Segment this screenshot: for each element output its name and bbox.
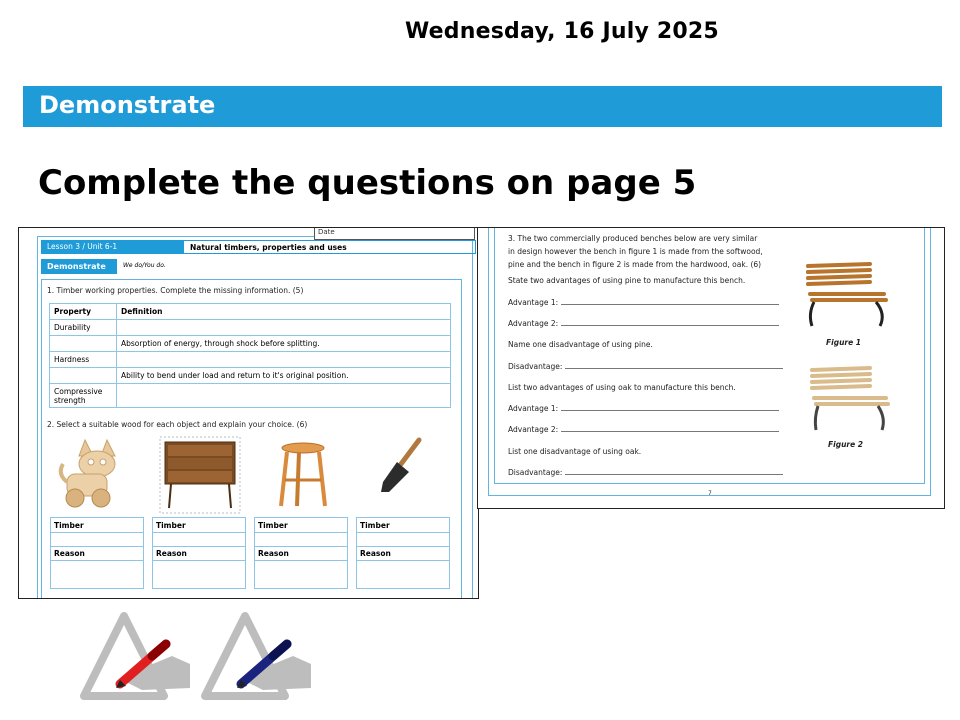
pine-disadvantage-prompt: Name one disadvantage of using pine. [508, 340, 653, 349]
question-3-line: pine and the bench in figure 2 is made from the hardwood, oak. (6) [508, 260, 762, 269]
answer-line[interactable] [565, 474, 783, 475]
lesson-title: Natural timbers, properties and uses [183, 240, 476, 254]
answer-line[interactable] [561, 325, 779, 326]
pine-advantage-1[interactable] [508, 298, 779, 307]
question-3-line: 3. The two commercially produced benches below are very similar [508, 234, 758, 243]
red-pen-icon [80, 612, 192, 704]
demonstrate-tag: Demonstrate [41, 259, 117, 274]
answer-line[interactable] [561, 431, 779, 432]
table-header: Definition [117, 304, 451, 320]
answer-box[interactable] [254, 517, 348, 589]
oak-disadvantage-prompt: List one disadvantage of using oak. [508, 447, 642, 456]
page-number: 7 [708, 490, 712, 497]
property-cell: Hardness [50, 352, 117, 368]
table-row [50, 336, 451, 352]
pine-disadvantage[interactable] [508, 362, 783, 371]
definition-cell[interactable] [117, 352, 451, 368]
timber-label: Timber [258, 521, 288, 530]
wooden-cabinet-icon [159, 436, 241, 514]
table-row [50, 368, 451, 384]
section-banner [23, 86, 942, 127]
table-header-row [50, 304, 451, 320]
oak-bench-icon [804, 364, 894, 434]
date-box: Date [314, 227, 475, 240]
reason-label: Reason [258, 549, 289, 558]
answer-box[interactable] [152, 517, 246, 589]
oak-disadvantage[interactable] [508, 468, 783, 477]
table-row [50, 352, 451, 368]
property-cell: Compressive strength [50, 384, 117, 408]
answer-label: Disadvantage: [508, 362, 563, 371]
definition-cell: Absorption of energy, through shock before splitting. [117, 336, 451, 352]
answer-label: Advantage 2: [508, 425, 559, 434]
answer-line[interactable] [561, 304, 779, 305]
reason-label: Reason [156, 549, 187, 558]
answer-label: Advantage 1: [508, 298, 559, 307]
question-3-line: in design however the bench in figure 1 is made from the softwood, [508, 247, 763, 256]
oak-prompt: List two advantages of using oak to manufacture this bench. [508, 383, 736, 392]
timber-label: Timber [54, 521, 84, 530]
pine-prompt: State two advantages of using pine to manufacture this bench. [508, 276, 746, 285]
reason-label: Reason [360, 549, 391, 558]
property-cell: Durability [50, 320, 117, 336]
timber-label: Timber [360, 521, 390, 530]
figure-1-caption: Figure 1 [826, 338, 862, 347]
toy-cat-icon [55, 434, 133, 510]
properties-table [49, 303, 451, 408]
reason-label: Reason [54, 549, 85, 558]
banner-title: Demonstrate [39, 91, 216, 119]
page-heading: Complete the questions on page 5 [38, 163, 697, 203]
oak-advantage-1[interactable] [508, 404, 779, 413]
lesson-header [41, 240, 476, 254]
property-cell[interactable] [50, 368, 117, 384]
lesson-tag: Lesson 3 / Unit 6-1 [41, 240, 183, 254]
table-row [50, 320, 451, 336]
table-header: Property [50, 304, 117, 320]
definition-cell[interactable] [117, 384, 451, 408]
answer-line[interactable] [565, 368, 783, 369]
oak-advantage-2[interactable] [508, 425, 779, 434]
stool-icon [277, 440, 329, 510]
definition-cell: Ability to bend under load and return to it's original position. [117, 368, 451, 384]
pine-bench-icon [800, 258, 892, 330]
pine-advantage-2[interactable] [508, 319, 779, 328]
question-1: 1. Timber working properties. Complete the missing information. (5) [47, 286, 304, 295]
answer-box[interactable] [50, 517, 144, 589]
answer-box[interactable] [356, 517, 450, 589]
slide-date: Wednesday, 16 July 2025 [405, 19, 719, 44]
question-2: 2. Select a suitable wood for each object and explain your choice. (6) [47, 420, 308, 429]
worksheet-page-right [477, 227, 945, 509]
answer-line[interactable] [561, 410, 779, 411]
demonstrate-note: We do/You do. [123, 262, 166, 269]
answer-label: Advantage 2: [508, 319, 559, 328]
blue-pen-icon [201, 612, 313, 704]
property-cell[interactable] [50, 336, 117, 352]
answer-label: Disadvantage: [508, 468, 563, 477]
figure-2-caption: Figure 2 [828, 440, 864, 449]
definition-cell[interactable] [117, 320, 451, 336]
worksheet-page-left [18, 227, 479, 599]
trowel-icon [375, 436, 425, 498]
table-row [50, 384, 451, 408]
timber-label: Timber [156, 521, 186, 530]
answer-label: Advantage 1: [508, 404, 559, 413]
